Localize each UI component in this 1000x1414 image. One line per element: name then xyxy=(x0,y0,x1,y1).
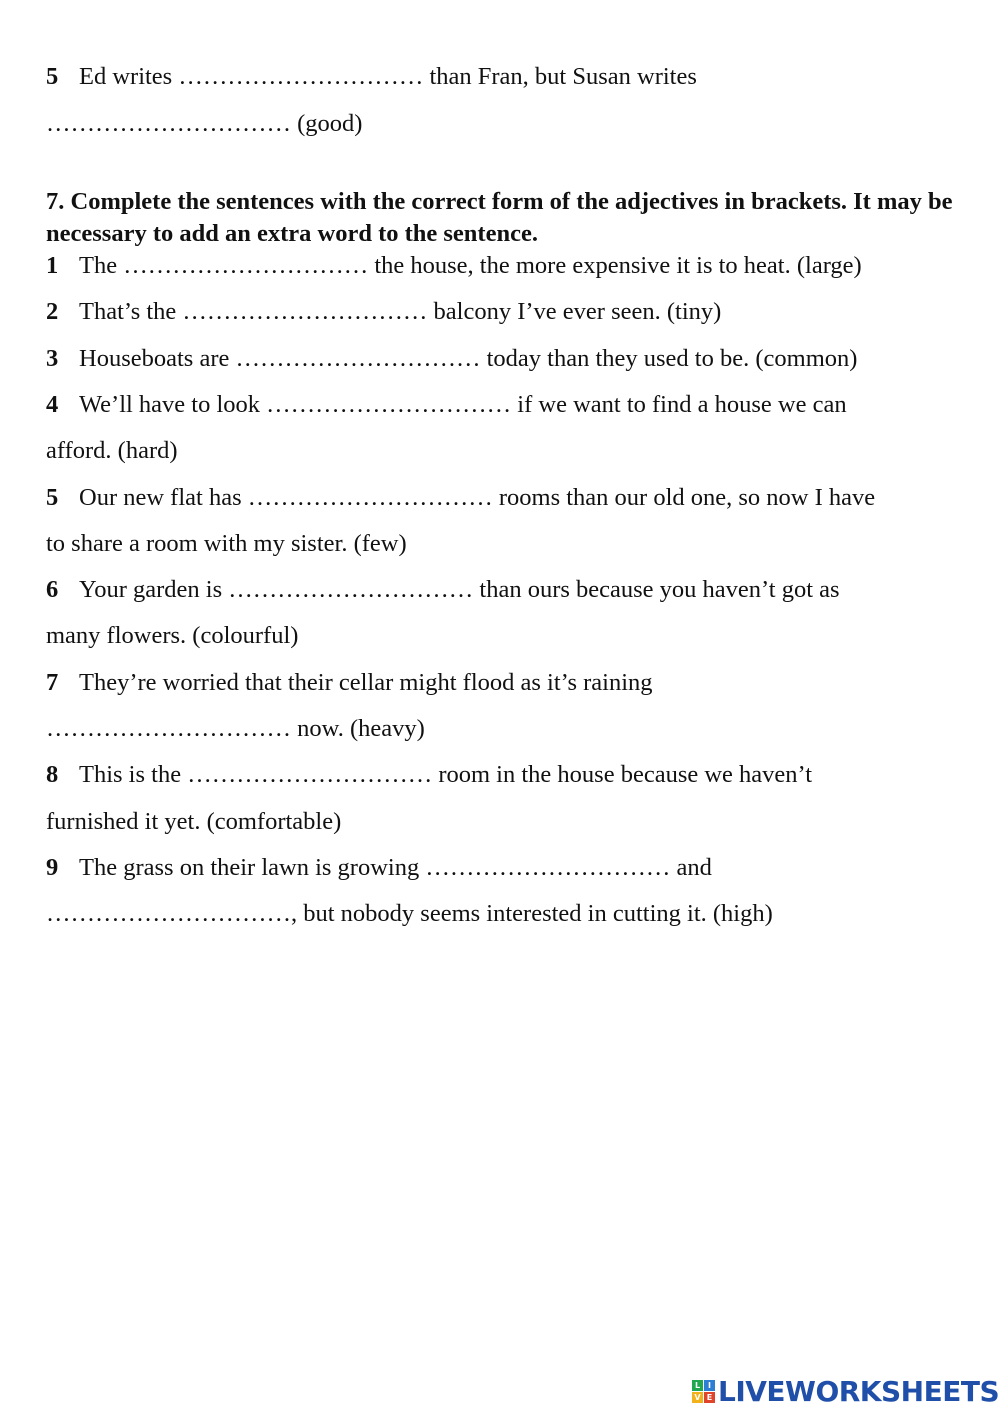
ex7-item-1 xyxy=(46,251,862,281)
ex7-item-5-number: 5 xyxy=(46,484,59,511)
logo-letter-i: I xyxy=(704,1380,715,1391)
ex7-item-9-number: 9 xyxy=(46,854,59,881)
ex7-item-8-text: This is the ………………………… room in the house because we haven’t xyxy=(79,761,813,788)
ex7-item-7-cont: ………………………… now. (heavy) xyxy=(46,715,425,742)
ex7-item-8 xyxy=(46,760,812,790)
ex7-item-7-text: They’re worried that their cellar might flood as it’s raining xyxy=(79,669,653,696)
ex7-item-9-cont: …………………………, but nobody seems interested in cutting it. (high) xyxy=(46,900,773,927)
logo-letter-v: V xyxy=(692,1392,703,1403)
prev-item-5-line2: ………………………… (good) xyxy=(46,110,363,137)
ex7-item-4-number: 4 xyxy=(46,391,59,418)
ex7-item-9 xyxy=(46,853,712,883)
logo-letter-e: E xyxy=(704,1392,715,1403)
prev-item-5-line1 xyxy=(46,62,697,92)
liveworksheets-logo xyxy=(692,1374,999,1408)
ex7-item-6 xyxy=(46,575,840,605)
ex7-item-3-text: Houseboats are ………………………… today than they used to be. (common) xyxy=(79,345,858,372)
ex7-item-6-cont: many flowers. (colourful) xyxy=(46,622,299,649)
ex7-item-2 xyxy=(46,297,721,327)
ex7-item-5 xyxy=(46,483,875,513)
ex7-item-7 xyxy=(46,668,653,698)
ex7-item-3 xyxy=(46,344,857,374)
ex7-item-4-text: We’ll have to look ………………………… if we want to find a house we can xyxy=(79,391,847,418)
ex7-item-4-cont: afford. (hard) xyxy=(46,437,178,464)
ex7-item-7-number: 7 xyxy=(46,669,59,696)
ex7-item-2-number: 2 xyxy=(46,298,59,325)
ex7-item-6-number: 6 xyxy=(46,576,59,603)
ex7-item-5-text: Our new flat has ………………………… rooms than our old one, so now I have xyxy=(79,484,876,511)
ex7-item-5-cont: to share a room with my sister. (few) xyxy=(46,530,407,557)
logo-letter-l: L xyxy=(692,1380,703,1391)
prev-item-5-number: 5 xyxy=(46,63,59,90)
ex7-item-9-text: The grass on their lawn is growing ………………………… and xyxy=(79,854,712,881)
ex7-item-6-text: Your garden is ………………………… than ours because you haven’t got as xyxy=(79,576,840,603)
prev-item-5-text: Ed writes ………………………… than Fran, but Susan writes xyxy=(79,63,697,90)
ex7-item-1-text: The ………………………… the house, the more expensive it is to heat. (large) xyxy=(79,252,862,279)
ex7-item-1-number: 1 xyxy=(46,252,59,279)
exercise-7-heading: 7. Complete the sentences with the correct form of the adjectives in brackets. It may be necessary to add an extra word to the sentence. xyxy=(46,188,953,247)
logo-text: LIVEWORKSHEETS xyxy=(718,1374,1000,1408)
ex7-item-4 xyxy=(46,390,847,420)
logo-mark-icon xyxy=(692,1380,715,1403)
ex7-item-2-text: That’s the ………………………… balcony I’ve ever seen. (tiny) xyxy=(79,298,722,325)
ex7-item-3-number: 3 xyxy=(46,345,59,372)
ex7-item-8-number: 8 xyxy=(46,761,59,788)
ex7-item-8-cont: furnished it yet. (comfortable) xyxy=(46,808,342,835)
